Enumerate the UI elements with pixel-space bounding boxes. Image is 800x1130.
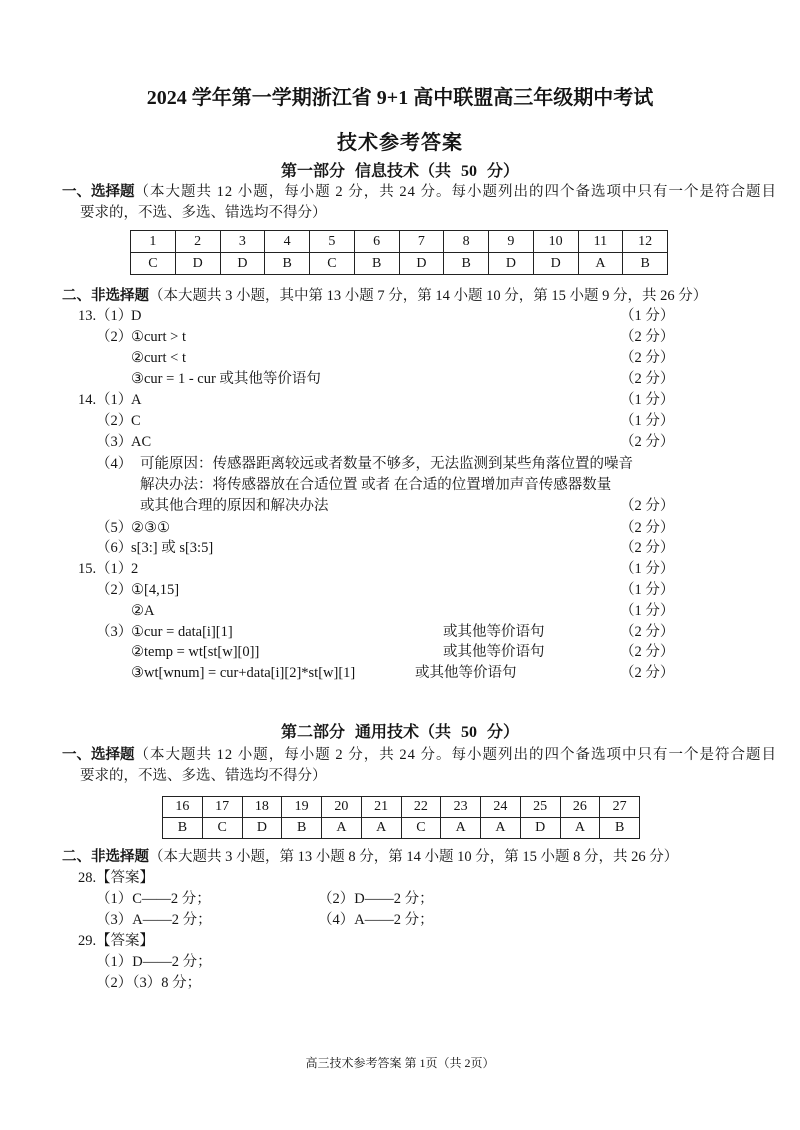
table-row <box>163 818 640 839</box>
answer-cell: A <box>560 818 600 839</box>
sub-question-label: （1） <box>96 891 133 907</box>
answer-line <box>0 369 800 389</box>
question-number-cell: 4 <box>265 231 310 253</box>
section-intro-text: （本大题共 3 小题，其中第 13 小题 7 分，第 14 小题 10 分，第 15 小题 9 分，共 26 分） <box>149 288 708 304</box>
answer-text: A <box>131 392 142 408</box>
answer-cell: B <box>444 253 489 275</box>
answer-line <box>0 642 800 662</box>
question-number-cell: 20 <box>322 797 362 818</box>
answer-cell: B <box>623 253 668 275</box>
answer-text: A——2 分； <box>354 912 434 928</box>
score: （1 分） <box>620 603 675 619</box>
part2-nonchoice-intro <box>62 847 678 867</box>
answer-text: D——2 分； <box>354 891 434 907</box>
sub-question-label: （1） <box>96 954 133 970</box>
question-number-cell: 22 <box>401 797 441 818</box>
answer-text: D <box>131 308 142 324</box>
question-number: 14. <box>78 392 97 408</box>
score: （1 分） <box>620 561 675 577</box>
answer-cell: C <box>401 818 441 839</box>
score: （2 分） <box>620 434 675 450</box>
answer-text: s[3:] 或 s[3:5] <box>131 540 214 556</box>
question-number-cell: 23 <box>441 797 481 818</box>
question-number-cell: 25 <box>520 797 560 818</box>
alternative-note: 或其他等价语句 <box>443 624 545 640</box>
answer-cell: B <box>265 253 310 275</box>
answer-cell: A <box>441 818 481 839</box>
question-number-cell: 8 <box>444 231 489 253</box>
score: （2 分） <box>620 520 675 536</box>
answer-cell: D <box>399 253 444 275</box>
question-number-cell: 26 <box>560 797 600 818</box>
section-intro-continued: 要求的，不选、多选、错选均不得分） <box>80 768 327 784</box>
answer-line <box>0 868 800 888</box>
answer-cell: C <box>202 818 242 839</box>
question-number: 15. <box>78 561 97 577</box>
answer-cell: D <box>175 253 220 275</box>
answer-text: ③cur = 1 - cur 或其他等价语句 <box>131 371 321 387</box>
score: （2 分） <box>620 624 675 640</box>
answer-line <box>0 432 800 452</box>
question-number-cell: 16 <box>163 797 203 818</box>
answer-line <box>0 622 800 642</box>
answer-cell: B <box>282 818 322 839</box>
answer-line <box>0 538 800 558</box>
section-label: 一、选择题 <box>62 184 135 200</box>
sub-question-label: （3） <box>96 912 133 928</box>
question-number-cell: 18 <box>242 797 282 818</box>
page-footer: 高三技术参考答案 第 1页（共 2页） <box>305 1056 495 1070</box>
answer-text: A——2 分； <box>132 912 212 928</box>
answer-cell: A <box>361 818 401 839</box>
answer-cell: B <box>163 818 203 839</box>
answer-line <box>0 580 800 600</box>
answer-reason: 可能原因：传感器距离较远或者数量不够多，无法监测到某些角落位置的噪音 <box>140 456 633 472</box>
answer-line <box>0 454 800 474</box>
section-intro-text: （本大题共 3 小题，第 13 小题 8 分，第 14 小题 10 分，第 15 小题 8 分，共 26 分） <box>149 849 679 865</box>
sub-question-label: （3） <box>96 434 133 450</box>
section-intro-text: （本大题共 12 小题，每小题 2 分，共 24 分。每小题列出的四个备选项中只有一个是符合题目 <box>134 184 777 200</box>
answer-line <box>0 411 800 431</box>
answer-text: ①curt > t <box>131 329 186 345</box>
answer-line <box>0 496 800 516</box>
question-number-cell: 11 <box>578 231 623 253</box>
question-number-cell: 2 <box>175 231 220 253</box>
question-number-cell: 5 <box>310 231 355 253</box>
score: （2 分） <box>620 644 675 660</box>
score: （2 分） <box>620 329 675 345</box>
answer-other: 或其他合理的原因和解决办法 <box>140 498 329 514</box>
question-number-cell: 12 <box>623 231 668 253</box>
alternative-note: 或其他等价语句 <box>443 644 545 660</box>
question-number: 13. <box>78 308 97 324</box>
answer-text: 8 分； <box>161 975 202 991</box>
score: （2 分） <box>620 665 675 681</box>
sub-question-label: （4） <box>318 912 355 928</box>
exam-title: 2024 学年第一学期浙江省 9+1 高中联盟高三年级期中考试 <box>146 87 654 109</box>
question-number-cell: 1 <box>131 231 176 253</box>
part1-choice-intro <box>62 182 777 202</box>
section-label: 二、非选择题 <box>62 849 149 865</box>
answer-line <box>0 889 800 909</box>
answer-cell: D <box>242 818 282 839</box>
answer-item <box>96 910 212 930</box>
answer-line <box>0 952 800 972</box>
question-number: 29. <box>78 933 97 949</box>
answer-cell: A <box>322 818 362 839</box>
question-number: 28. <box>78 870 97 886</box>
table-row <box>131 231 668 253</box>
table-row <box>131 253 668 275</box>
answer-line <box>0 390 800 410</box>
answer-item <box>96 952 212 972</box>
part2-choice-intro <box>62 745 777 765</box>
sub-question-label: （1） <box>96 392 133 408</box>
answer-text: C——2 分； <box>132 891 211 907</box>
score: （2 分） <box>620 498 675 514</box>
score: （1 分） <box>620 413 675 429</box>
part1-choice-table <box>130 230 668 275</box>
score: （2 分） <box>620 540 675 556</box>
part2-choice-table <box>162 796 640 839</box>
answer-text: 2 <box>131 561 139 577</box>
score: （1 分） <box>620 582 675 598</box>
answer-cell: B <box>600 818 640 839</box>
question-number-cell: 9 <box>489 231 534 253</box>
answer-tag: 【答案】 <box>96 933 154 949</box>
question-number-cell: 19 <box>282 797 322 818</box>
answer-item <box>96 889 211 909</box>
answer-text: D——2 分； <box>132 954 212 970</box>
answer-line <box>0 348 800 368</box>
question-number-cell: 21 <box>361 797 401 818</box>
part1-heading: 第一部分 信息技术（共 50 分） <box>280 163 519 180</box>
answer-cell: A <box>578 253 623 275</box>
part2-heading: 第二部分 通用技术（共 50 分） <box>280 724 519 741</box>
answer-line <box>0 475 800 495</box>
answer-cell: D <box>489 253 534 275</box>
question-number-cell: 6 <box>354 231 399 253</box>
answer-cell: D <box>220 253 265 275</box>
answer-line <box>0 518 800 538</box>
answer-cell: C <box>310 253 355 275</box>
answer-text: C <box>131 413 141 429</box>
sub-question-label: （2） <box>318 891 355 907</box>
answer-line <box>0 973 800 993</box>
page-subtitle: 技术参考答案 <box>337 132 463 154</box>
question-number-cell: 24 <box>481 797 521 818</box>
section-intro-text: （本大题共 12 小题，每小题 2 分，共 24 分。每小题列出的四个备选项中只有一个是符合题目 <box>134 747 777 763</box>
answer-tag: 【答案】 <box>96 870 154 886</box>
answer-line <box>0 559 800 579</box>
answer-line <box>0 306 800 326</box>
answer-cell: B <box>354 253 399 275</box>
answer-text: ②A <box>131 603 155 619</box>
answer-solution: 解决办法：将传感器放在合适位置 或者 在合适的位置增加声音传感器数量 <box>140 477 612 493</box>
score: （1 分） <box>620 308 675 324</box>
sub-question-label: （3） <box>96 624 133 640</box>
sub-question-label: （1） <box>96 561 133 577</box>
answer-line <box>0 601 800 621</box>
sub-question-label: （4） <box>96 456 133 472</box>
score: （1 分） <box>620 392 675 408</box>
sub-question-label: （2） <box>96 329 133 345</box>
question-number-cell: 3 <box>220 231 265 253</box>
answer-text: ①cur = data[i][1] <box>131 624 233 640</box>
question-number-cell: 7 <box>399 231 444 253</box>
alternative-note: 或其他等价语句 <box>415 665 517 681</box>
answer-item <box>96 973 201 993</box>
answer-text: ③wt[wnum] = cur+data[i][2]*st[w][1] <box>131 665 356 681</box>
answer-text: ②curt < t <box>131 350 186 366</box>
sub-question-label: （6） <box>96 540 133 556</box>
answer-line <box>0 327 800 347</box>
sub-question-label: （5） <box>96 520 133 536</box>
answer-text: AC <box>131 434 152 450</box>
section-intro-continued: 要求的，不选、多选、错选均不得分） <box>80 205 327 221</box>
sub-question-label: （2）（3） <box>96 975 162 991</box>
answer-cell: C <box>131 253 176 275</box>
question-number-cell: 27 <box>600 797 640 818</box>
answer-text: ②temp = wt[st[w][0]] <box>131 644 260 660</box>
answer-line <box>0 931 800 951</box>
answer-item <box>318 910 434 930</box>
answer-line <box>0 663 800 683</box>
answer-cell: D <box>533 253 578 275</box>
part1-nonchoice-intro <box>62 286 707 306</box>
section-label: 一、选择题 <box>62 747 135 763</box>
sub-question-label: （2） <box>96 582 133 598</box>
answer-line <box>0 910 800 930</box>
table-row <box>163 797 640 818</box>
answer-cell: A <box>481 818 521 839</box>
answer-cell: D <box>520 818 560 839</box>
question-number-cell: 10 <box>533 231 578 253</box>
score: （2 分） <box>620 350 675 366</box>
sub-question-label: （2） <box>96 413 133 429</box>
score: （2 分） <box>620 371 675 387</box>
answer-text: ②③① <box>131 520 170 536</box>
section-label: 二、非选择题 <box>62 288 149 304</box>
question-number-cell: 17 <box>202 797 242 818</box>
answer-text: ①[4,15] <box>131 582 180 598</box>
answer-item <box>318 889 434 909</box>
sub-question-label: （1） <box>96 308 133 324</box>
